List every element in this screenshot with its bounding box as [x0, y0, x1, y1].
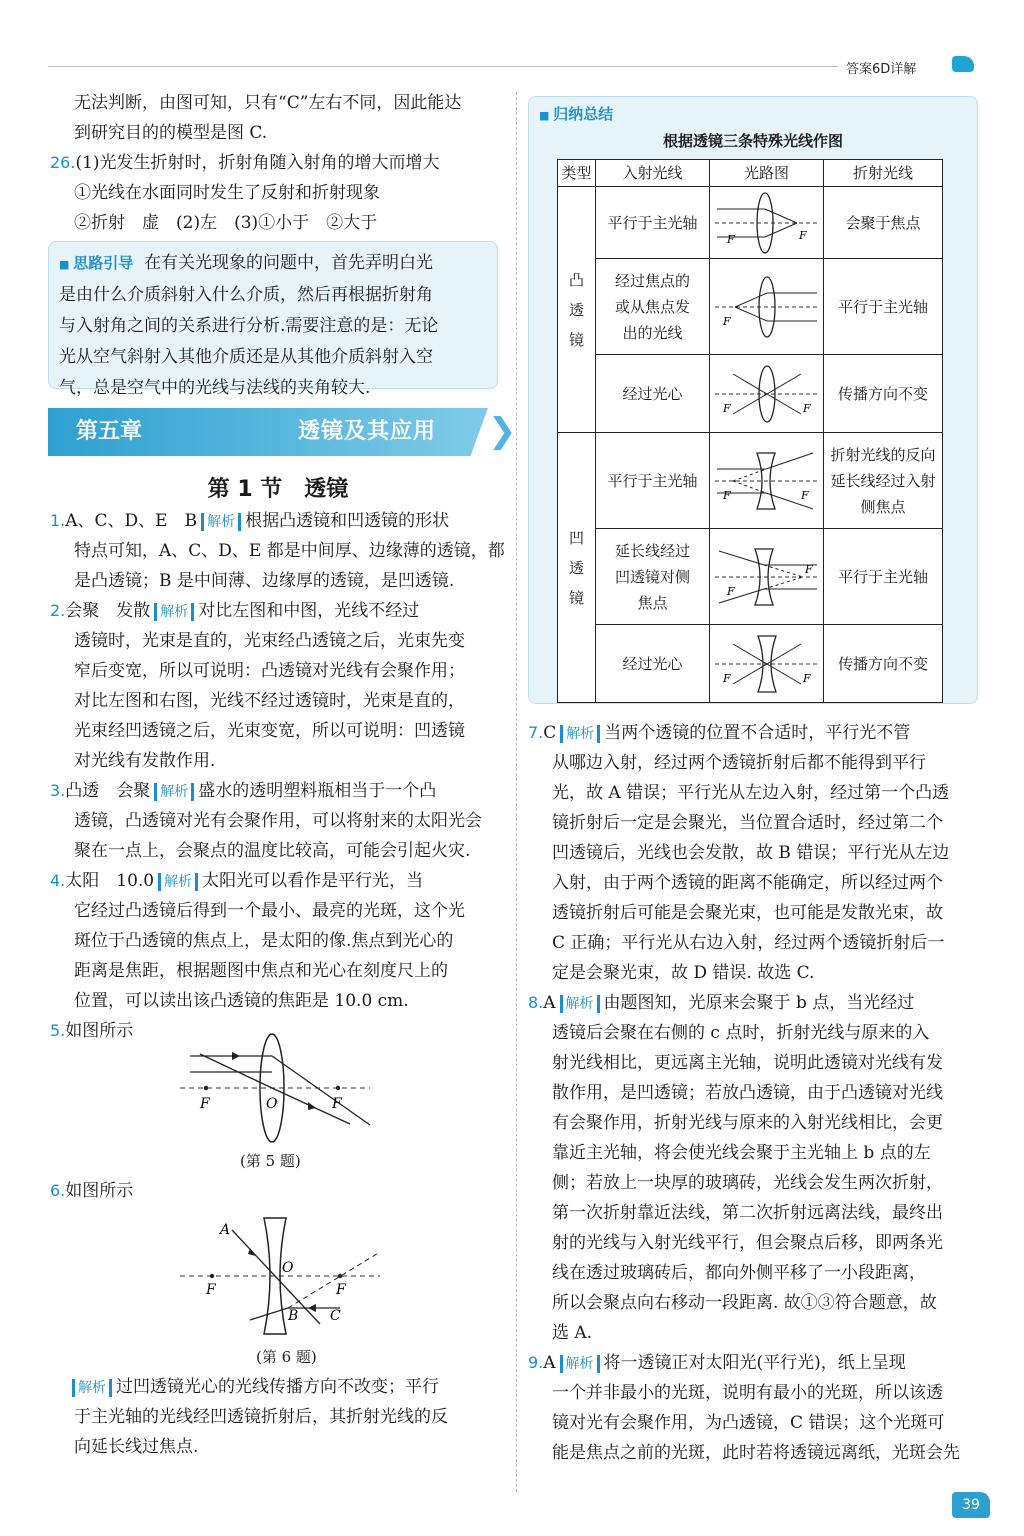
question-number: 6. — [50, 1181, 66, 1200]
question-number: 8. — [528, 993, 544, 1012]
page-number: 39 — [952, 1492, 990, 1518]
chapter-title: 透镜及其应用 — [298, 419, 437, 444]
focus-label: F — [798, 228, 807, 242]
q7-line: 光，故 A 错误；平行光从左边入射，经过第一个凸透 — [552, 783, 950, 803]
answer: 凸透 会聚 — [65, 781, 151, 801]
q6-figure — [180, 1212, 390, 1342]
section-title: 第 1 节 透镜 — [207, 477, 349, 502]
summary-box — [528, 96, 978, 704]
q9-line: 一个并非最小的光斑，说明有最小的光斑，所以该透 — [552, 1383, 943, 1403]
q6-analysis-line: 于主光轴的光线经凹透镜折射后，其折射光线的反 — [74, 1407, 448, 1427]
focus-label: F — [200, 1096, 210, 1112]
header-title: 答案6D详解 — [846, 62, 917, 77]
convex-center-diagram — [713, 362, 821, 426]
incident-cell: 经过光心 — [596, 355, 710, 433]
diagram-cell — [710, 529, 824, 625]
q7-line: 入射，由于两个透镜的距离不能确定，所以经过两个 — [552, 873, 943, 893]
analysis-tag: 解析 — [158, 873, 198, 891]
intro-line: 到研究目的的模型是图 C. — [74, 123, 268, 143]
diagram-cell — [710, 187, 824, 259]
q6-caption: (第 6 题) — [256, 1348, 317, 1366]
q5-figure — [180, 1030, 380, 1150]
question-number: 3. — [50, 781, 66, 800]
incident-cell: 经过光心 — [596, 625, 710, 703]
question-number: 4. — [50, 871, 66, 890]
thinking-guide-box — [48, 241, 498, 398]
analysis-tag: 解析 — [72, 1379, 112, 1397]
q9-line: 能是焦点之前的光斑，此时若将透镜远离纸，光斑会先 — [552, 1443, 960, 1463]
question-number: 26. — [50, 153, 76, 172]
answer: C — [543, 723, 557, 743]
table-title: 根据透镜三条特殊光线作图 — [662, 132, 843, 150]
refracted-text: 折射光线的反向延长线经过入射侧焦点 — [830, 445, 936, 516]
answer: A — [543, 993, 556, 1013]
focus-label: F — [802, 401, 811, 415]
answer: A — [543, 1353, 556, 1373]
q2-line: 对比左图和右图，光线不经过透镜时，光束是直的， — [74, 691, 465, 711]
lens-rays-table — [557, 159, 943, 703]
incident-text: 延长线经过凹透镜对侧焦点 — [614, 541, 690, 612]
q8-line: 射的光线与入射光线平行，但会聚点后移，即两条光 — [552, 1233, 943, 1253]
header-rule — [48, 66, 838, 67]
analysis-tag: 解析 — [154, 783, 194, 801]
refracted-cell — [824, 433, 943, 529]
table-row — [558, 625, 943, 703]
incident-cell: 平行于主光轴 — [596, 433, 710, 529]
focus-label: F — [722, 314, 731, 328]
q5-text: 如图所示 — [65, 1021, 134, 1041]
answer: A、C、D、E B — [65, 511, 198, 531]
q8-line: 透镜后会聚在右侧的 c 点时，折射光线与原来的入 — [552, 1023, 930, 1043]
question-number: 2. — [50, 601, 66, 620]
diagram-cell — [710, 355, 824, 433]
thinking-line: 气，总是空气中的光线与法线的夹角较大. — [59, 378, 371, 398]
q4-line: 位置，可以读出该凸透镜的焦距是 10.0 cm. — [74, 991, 409, 1011]
q6-analysis — [50, 1372, 506, 1462]
q26-line: ①光线在水面同时发生了反射和折射现象 — [74, 183, 380, 203]
point-label: A — [220, 1222, 231, 1238]
incident-cell — [596, 529, 710, 625]
q8-line: 靠近主光轴，将会使光线会聚于主光轴上 b 点的左 — [552, 1143, 931, 1163]
optical-center-label: O — [266, 1096, 278, 1112]
analysis-tag: 解析 — [560, 725, 600, 743]
focus-label: F — [800, 488, 809, 502]
q9-line: 镜对光有会聚作用，为凸透镜，C 错误；这个光斑可 — [552, 1413, 945, 1433]
focus-label: F — [722, 488, 731, 502]
q1-line: 是凸透镜；B 是中间薄、边缘厚的透镜，是凹透镜. — [74, 571, 455, 591]
type-label: 凸透镜 — [568, 270, 584, 349]
q7-line: 从哪边入射，经过两个透镜折射后都不能得到平行 — [552, 753, 926, 773]
concave-parallel-diagram — [713, 449, 821, 513]
header-badge-icon — [952, 56, 974, 72]
refracted-cell: 传播方向不变 — [824, 625, 943, 703]
q6-heading — [50, 1176, 506, 1206]
q3-line: 聚在一点上，会聚点的温度比较高，可能会引起火灾. — [74, 841, 471, 861]
table-row — [558, 259, 943, 355]
answer: 会聚 发散 — [65, 601, 151, 621]
focus-label: F — [726, 584, 735, 598]
diagram-cell — [710, 433, 824, 529]
focus-label: F — [804, 562, 813, 576]
q4-line: 太阳光可以看作是平行光，当 — [202, 871, 424, 891]
diagram-cell — [710, 625, 824, 703]
question-number: 7. — [528, 723, 544, 742]
optical-center-label: O — [282, 1260, 294, 1276]
convex-focus-diagram — [713, 275, 821, 339]
q8-line: 侧；若放上一块厚的玻璃砖，光线会发生两次折射， — [552, 1173, 943, 1193]
table-row — [558, 355, 943, 433]
analysis-tag: 解析 — [560, 1355, 600, 1373]
focus-label: F — [332, 1096, 342, 1112]
q7-line: C 正确；平行光从右边入射，经过两个透镜折射后一 — [552, 933, 945, 953]
q2-line: 透镜时，光束是直的，光束经凸透镜之后，光束先变 — [74, 631, 465, 651]
focus-label: F — [206, 1282, 216, 1298]
refracted-cell: 平行于主光轴 — [824, 259, 943, 355]
analysis-tag: 解析 — [201, 513, 241, 531]
q8-line: 线在透过玻璃砖后，都向外侧平移了一小段距离， — [552, 1263, 926, 1283]
refracted-cell: 传播方向不变 — [824, 355, 943, 433]
summary-title: ■ 归纳总结 — [539, 103, 967, 124]
column-header: 折射光线 — [824, 160, 943, 187]
left-column-answers — [50, 506, 506, 1046]
question-number: 9. — [528, 1353, 544, 1372]
intro-line: 无法判断，由图可知，只有“C”左右不同，因此能达 — [74, 93, 462, 113]
analysis-tag: 解析 — [154, 603, 194, 621]
concave-focus-diagram — [713, 545, 821, 609]
q2-line: 对光线有发散作用. — [74, 751, 216, 771]
q7-line: 透镜折射后可能是会聚光束，也可能是发散光束，故 — [552, 903, 943, 923]
q8-line: 选 A. — [552, 1323, 593, 1343]
column-header: 光路图 — [710, 160, 824, 187]
point-label: B — [288, 1308, 299, 1324]
left-column-top — [50, 88, 506, 238]
thinking-line: 光从空气斜射入其他介质还是从其他介质斜射入空 — [59, 347, 433, 367]
q6-analysis-line: 过凹透镜光心的光线传播方向不改变；平行 — [116, 1377, 439, 1397]
q6-analysis-line: 向延长线过焦点. — [74, 1437, 199, 1457]
convex-parallel-diagram — [713, 191, 821, 255]
table-header-row — [558, 160, 943, 187]
q5-caption: (第 5 题) — [240, 1152, 301, 1170]
q8-line: 有会聚作用，折射光线与原来的入射光线相比，会更 — [552, 1113, 943, 1133]
q26-line: ②折射 虚 (2)左 (3)①小于 ②大于 — [74, 213, 378, 233]
q4-line: 距离是焦距，根据题图中焦点和光心在刻度尺上的 — [74, 961, 448, 981]
type-label: 凹透镜 — [568, 528, 584, 607]
q8-line: 射光线相比，更远离主光轴，说明此透镜对光线有发 — [552, 1053, 943, 1073]
thinking-line: 与入射角之间的关系进行分析.需要注意的是：无论 — [59, 316, 439, 336]
q8-line: 由题图知，光原来会聚于 b 点，当光经过 — [603, 993, 915, 1013]
q3-line: 盛水的透明塑料瓶相当于一个凸 — [198, 781, 437, 801]
chapter-number: 第五章 — [76, 419, 143, 444]
q4-line: 斑位于凸透镜的焦点上，是太阳的像.焦点到光心的 — [74, 931, 454, 951]
q8-line: 第一次折射靠近法线，第二次折射远离法线，最终出 — [552, 1203, 943, 1223]
thinking-line: 是由什么介质斜射入什么介质，然后再根据折射角 — [59, 285, 433, 305]
analysis-tag: 解析 — [560, 995, 600, 1013]
q1-line: 特点可知，A、C、D、E 都是中间厚、边缘薄的透镜，都 — [74, 541, 505, 561]
q8-line: 所以会聚点向右移动一段距离. 故①③符合题意，故 — [552, 1293, 937, 1313]
type-cell — [558, 433, 596, 703]
type-cell — [558, 187, 596, 433]
column-header: 类型 — [558, 160, 596, 187]
table-row — [558, 529, 943, 625]
q3-line: 透镜，凸透镜对光有会聚作用，可以将射来的太阳光会 — [74, 811, 482, 831]
table-row — [558, 433, 943, 529]
question-number: 1. — [50, 511, 66, 530]
q2-line: 对比左图和中图，光线不经过 — [198, 601, 420, 621]
question-number: 5. — [50, 1021, 66, 1040]
point-label: C — [330, 1308, 341, 1324]
focus-label: F — [802, 671, 811, 685]
answer: 太阳 10.0 — [65, 871, 155, 891]
q26-line: (1)光发生折射时，折射角随入射角的增大而增大 — [75, 153, 440, 173]
q2-line: 光束经凹透镜之后，光束变宽，所以可说明：凹透镜 — [74, 721, 465, 741]
q7-line: 凹透镜后，光线也会发散，故 B 错误；平行光从左边 — [552, 843, 950, 863]
thinking-guide-title: ■ 思路引导 — [59, 254, 133, 272]
refracted-cell: 会聚于焦点 — [824, 187, 943, 259]
q7-line: 当两个透镜的位置不合适时，平行光不管 — [604, 723, 911, 743]
diagram-cell — [710, 259, 824, 355]
focus-label: F — [336, 1282, 346, 1298]
q8-line: 散作用，是凹透镜；若放凸透镜，由于凸透镜对光线 — [552, 1083, 943, 1103]
chevron-right-icon: ❯ — [488, 411, 517, 451]
focus-label: F — [722, 401, 731, 415]
chapter-banner — [48, 404, 517, 459]
q6-text: 如图所示 — [65, 1181, 134, 1201]
incident-text: 经过焦点的或从焦点发出的光线 — [614, 271, 690, 342]
q7-line: 镜折射后一定是会聚光，当位置合适时，经过第二个 — [552, 813, 943, 833]
focus-label: F — [726, 232, 735, 246]
q4-line: 它经过凸透镜后得到一个最小、最亮的光斑，这个光 — [74, 901, 465, 921]
q1-line: 根据凸透镜和凹透镜的形状 — [245, 511, 450, 531]
q7-line: 定是会聚光束，故 D 错误. 故选 C. — [552, 963, 815, 983]
right-column-answers — [528, 718, 984, 1468]
concave-center-diagram — [713, 632, 821, 696]
table-row — [558, 187, 943, 259]
focus-label: F — [722, 671, 731, 685]
column-divider — [516, 92, 517, 1492]
thinking-line: 在有关光现象的问题中，首先弄明白光 — [144, 253, 434, 273]
q9-line: 将一透镜正对太阳光(平行光)，纸上呈现 — [603, 1353, 906, 1373]
incident-cell — [596, 259, 710, 355]
q2-line: 窄后变宽，所以可说明：凸透镜对光线有会聚作用； — [74, 661, 465, 681]
incident-cell: 平行于主光轴 — [596, 187, 710, 259]
column-header: 入射光线 — [596, 160, 710, 187]
refracted-cell: 平行于主光轴 — [824, 529, 943, 625]
